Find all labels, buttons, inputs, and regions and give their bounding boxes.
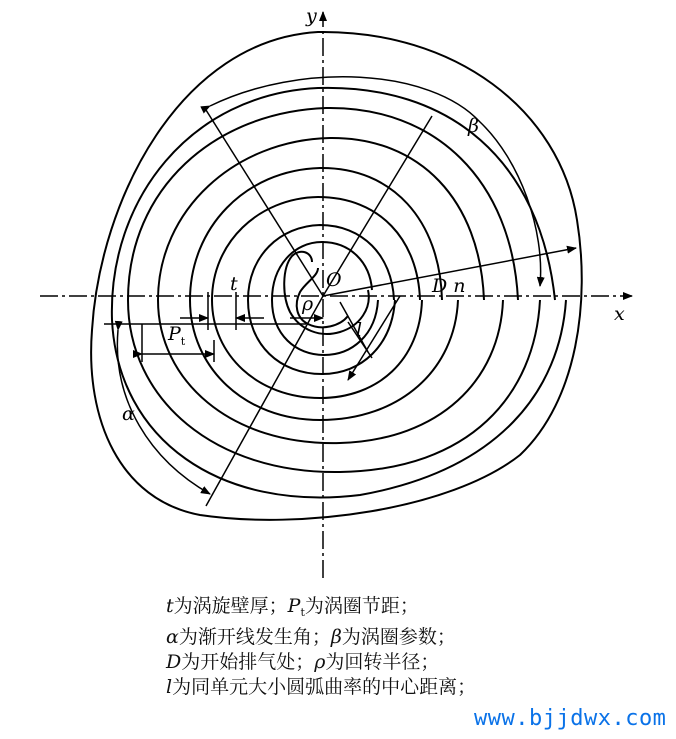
watermark: www.bjjdwx.com (474, 706, 667, 731)
caption-var: β (330, 626, 342, 648)
rho-label: ρ (302, 293, 314, 315)
caption-subscript: t (300, 606, 305, 619)
caption-var: D (166, 651, 182, 673)
x-axis-label: x (614, 303, 625, 325)
alpha-label: α (122, 403, 135, 425)
radial-line-lower-left (206, 296, 323, 506)
caption-var: l (166, 676, 173, 698)
caption-text: 为开始排气处； (181, 651, 315, 673)
spiral-wrap-7 (272, 242, 378, 355)
beta-arrow-arc (210, 77, 541, 286)
origin-label: O (326, 269, 342, 291)
caption-var: P (287, 595, 301, 617)
caption-text: 为涡圈参数； (341, 626, 456, 648)
caption-var: ρ (314, 651, 326, 673)
y-axis-label: y (306, 5, 317, 27)
l-label: l (356, 319, 363, 341)
caption-text: 为渐开线发生角； (178, 626, 331, 648)
caption-text: 为回转半径； (325, 651, 440, 673)
caption-var: t (166, 595, 174, 617)
caption-text: 为涡旋壁厚； (173, 595, 288, 617)
pt-label: $P_t$ (168, 323, 186, 348)
caption-text: 为同单元大小圆弧曲率的中心距离； (172, 676, 477, 698)
caption-line-4 (166, 675, 476, 700)
caption-line-2 (166, 625, 476, 650)
caption (166, 594, 476, 700)
t-label: t (230, 273, 238, 295)
caption-text: 为涡圈节距； (304, 595, 419, 617)
caption-line-1 (166, 594, 476, 625)
dn-label: D n (432, 275, 466, 297)
spiral-wrap-5 (212, 197, 422, 398)
caption-line-3 (166, 650, 476, 675)
beta-label: β (468, 115, 479, 137)
radial-line-upper-left (206, 110, 323, 296)
caption-var: α (166, 626, 179, 648)
